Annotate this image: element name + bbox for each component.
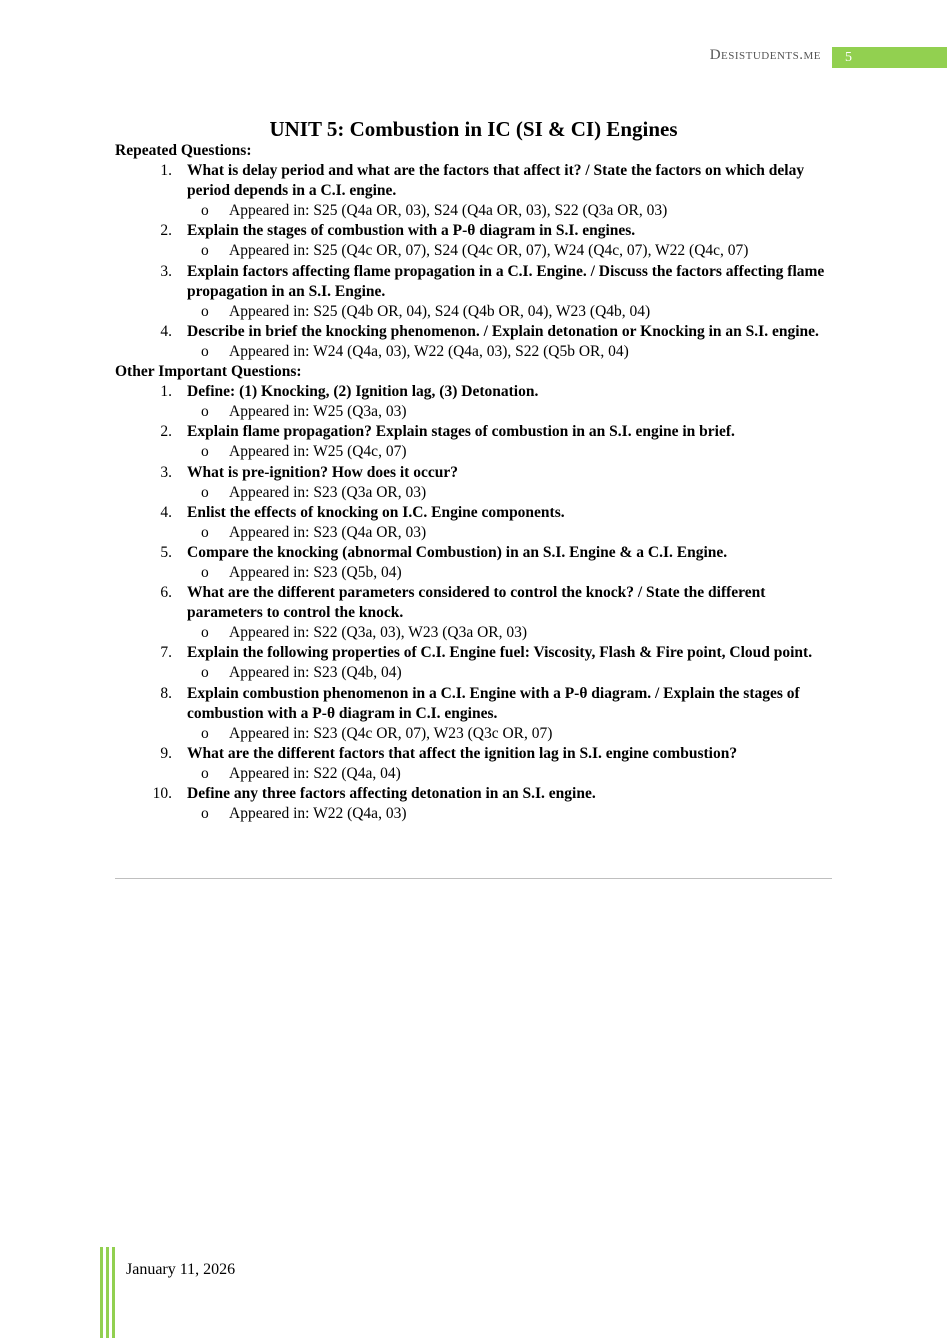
question-text: Explain factors affecting flame propagation in a C.I. Engine. / Discuss the factors affecting flame propagation in an S.I. Engine. <box>187 262 825 300</box>
appeared-in-line <box>115 563 845 583</box>
appeared-in-text: Appeared in: W22 (Q4a, 03) <box>229 805 407 823</box>
question-number: 1. <box>160 383 172 401</box>
appeared-in-text: Appeared in: S25 (Q4a OR, 03), S24 (Q4a OR, 03), S22 (Q3a OR, 03) <box>229 202 668 220</box>
appeared-in-text: Appeared in: S23 (Q5b, 04) <box>229 563 402 581</box>
section-heading-other: Other Important Questions: <box>115 363 302 381</box>
footer-bar <box>106 1247 109 1338</box>
question-text: Explain the following properties of C.I. Engine fuel: Viscosity, Flash & Fire point, Cloud point. <box>187 644 813 662</box>
appeared-in-line <box>115 523 845 543</box>
appeared-in-line <box>115 623 845 643</box>
page-number-badge: 5 <box>832 47 947 68</box>
page-title: UNIT 5: Combustion in IC (SI & CI) Engines <box>269 117 678 141</box>
question-content <box>115 141 845 824</box>
question-text: What is pre-ignition? How does it occur? <box>187 463 458 481</box>
footer-accent-bars <box>100 1247 116 1338</box>
question-text: Describe in brief the knocking phenomenon. / Explain detonation or Knocking in an S.I. engine. <box>187 322 819 340</box>
section-heading-repeated: Repeated Questions: <box>115 142 252 159</box>
bullet-icon: o <box>201 242 209 260</box>
appeared-in-text: Appeared in: S23 (Q4c OR, 07), W23 (Q3c OR, 07) <box>229 724 553 742</box>
appeared-in-text: Appeared in: S23 (Q4a OR, 03) <box>229 523 427 541</box>
bullet-icon: o <box>201 302 209 320</box>
appeared-in-line <box>115 201 845 221</box>
bullet-icon: o <box>201 563 209 581</box>
question-text: Enlist the effects of knocking on I.C. Engine components. <box>187 503 565 521</box>
appeared-in-line <box>115 724 845 744</box>
appeared-in-line <box>115 402 845 422</box>
bullet-icon: o <box>201 483 209 501</box>
question-item <box>115 503 845 523</box>
question-text: Explain flame propagation? Explain stages of combustion in an S.I. engine in brief. <box>187 423 735 441</box>
appeared-in-line <box>115 302 845 322</box>
appeared-in-line <box>115 483 845 503</box>
appeared-in-text: Appeared in: W25 (Q4c, 07) <box>229 443 407 461</box>
question-text: Define any three factors affecting detonation in an S.I. engine. <box>187 785 596 802</box>
header-site-name: Desistudents.me <box>709 47 821 63</box>
appeared-in-text: Appeared in: S22 (Q4a, 04) <box>229 764 401 782</box>
question-item <box>115 744 845 764</box>
question-number: 2. <box>160 423 172 441</box>
question-text: Explain the stages of combustion with a P-θ diagram in S.I. engines. <box>187 222 636 240</box>
horizontal-divider <box>115 878 832 879</box>
question-item <box>115 262 845 302</box>
appeared-in-text: Appeared in: W25 (Q3a, 03) <box>229 403 407 421</box>
question-item <box>115 643 845 663</box>
question-number: 10. <box>152 785 172 802</box>
appeared-in-text: Appeared in: S23 (Q3a OR, 03) <box>229 483 427 501</box>
question-item <box>115 583 845 623</box>
bullet-icon: o <box>201 523 209 541</box>
question-item <box>115 422 845 442</box>
bullet-icon: o <box>201 202 209 220</box>
question-item <box>115 382 845 402</box>
bullet-icon: o <box>201 764 209 782</box>
question-number: 1. <box>160 162 172 180</box>
bullet-icon: o <box>201 724 209 742</box>
bullet-icon: o <box>201 443 209 461</box>
question-text: What are the different factors that affect the ignition lag in S.I. engine combustion? <box>187 744 738 762</box>
question-number: 8. <box>160 684 172 702</box>
question-number: 3. <box>160 262 172 280</box>
appeared-in-line <box>115 241 845 261</box>
appeared-in-text: Appeared in: W24 (Q4a, 03), W22 (Q4a, 03), S22 (Q5b OR, 04) <box>229 342 629 360</box>
bullet-icon: o <box>201 805 209 823</box>
bullet-icon: o <box>201 342 209 360</box>
footer-date: January 11, 2026 <box>126 1261 236 1278</box>
appeared-in-line <box>115 804 845 824</box>
question-item <box>115 684 845 724</box>
appeared-in-line <box>115 442 845 462</box>
question-number: 7. <box>160 644 172 662</box>
question-number: 2. <box>160 222 172 240</box>
appeared-in-line <box>115 342 845 362</box>
other-question-list <box>115 382 845 824</box>
question-text: Compare the knocking (abnormal Combustion) in an S.I. Engine & a C.I. Engine. <box>187 543 728 561</box>
question-number: 4. <box>160 322 172 340</box>
question-item <box>115 221 845 241</box>
question-item <box>115 161 845 201</box>
bullet-icon: o <box>201 624 209 642</box>
question-number: 4. <box>160 503 172 521</box>
footer-bar <box>100 1247 103 1338</box>
appeared-in-text: Appeared in: S25 (Q4c OR, 07), S24 (Q4c OR, 07), W24 (Q4c, 07), W22 (Q4c, 07) <box>229 242 749 260</box>
appeared-in-text: Appeared in: S23 (Q4b, 04) <box>229 664 402 682</box>
question-number: 9. <box>160 744 172 762</box>
appeared-in-line <box>115 663 845 683</box>
appeared-in-text: Appeared in: S22 (Q3a, 03), W23 (Q3a OR, 03) <box>229 624 528 642</box>
question-number: 3. <box>160 463 172 481</box>
question-item <box>115 463 845 483</box>
bullet-icon: o <box>201 664 209 682</box>
question-text: What are the different parameters considered to control the knock? / State the different parameters to control the knock. <box>187 584 766 622</box>
footer-bar <box>112 1247 115 1338</box>
question-item <box>115 784 845 804</box>
question-number: 6. <box>160 584 172 602</box>
appeared-in-text: Appeared in: S25 (Q4b OR, 04), S24 (Q4b OR, 04), W23 (Q4b, 04) <box>229 302 651 320</box>
question-text: Explain combustion phenomenon in a C.I. Engine with a P-θ diagram. / Explain the stages of combustion with a P-θ diagram in C.I. engines. <box>187 684 800 722</box>
question-item <box>115 543 845 563</box>
appeared-in-line <box>115 764 845 784</box>
question-item <box>115 322 845 342</box>
question-number: 5. <box>160 543 172 561</box>
bullet-icon: o <box>201 403 209 421</box>
repeated-question-list <box>115 161 845 362</box>
question-text: Define: (1) Knocking, (2) Ignition lag, (3) Detonation. <box>187 383 539 401</box>
question-text: What is delay period and what are the factors that affect it? / State the factors on which delay period depends in a C.I. engine. <box>187 162 805 200</box>
